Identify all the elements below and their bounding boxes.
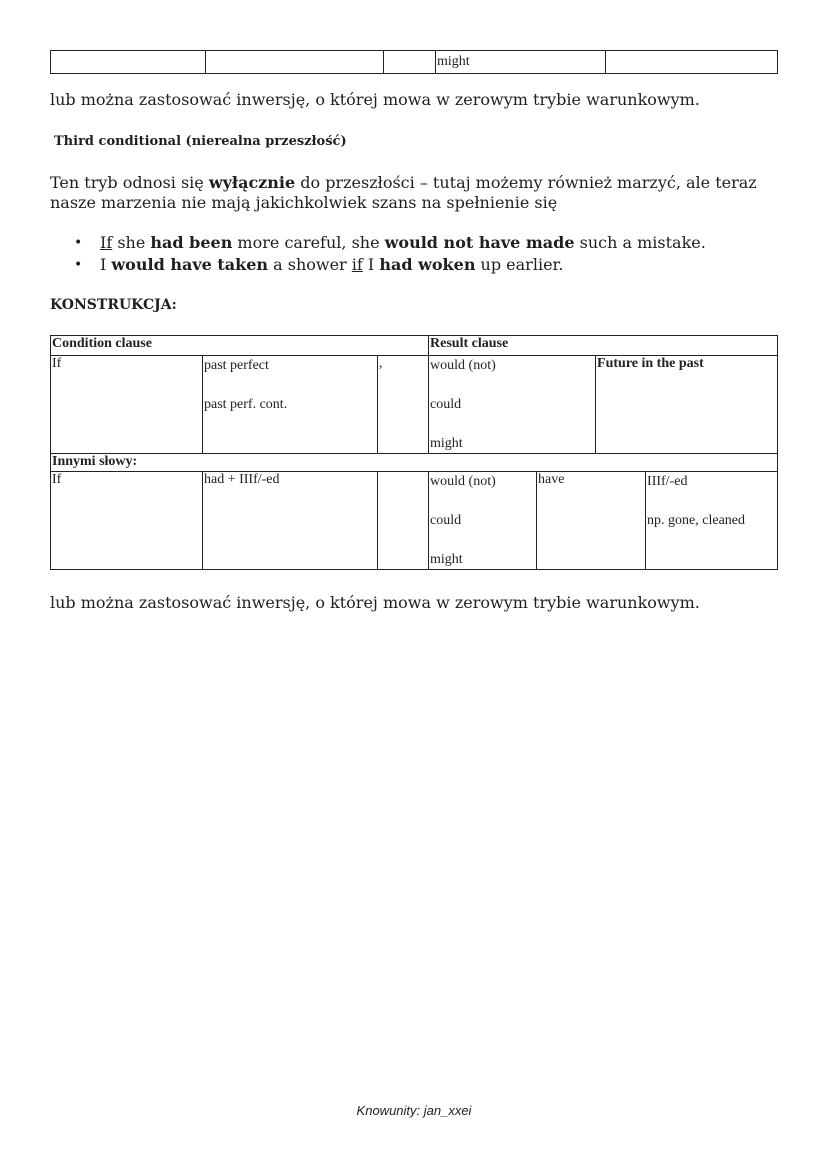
other-words-label: Innymi słowy:	[51, 454, 778, 472]
list-item	[50, 254, 706, 276]
empty-cell	[378, 472, 429, 570]
description	[50, 173, 757, 213]
table-row	[51, 472, 778, 570]
modal-form: would (not)	[430, 474, 496, 489]
construction-table	[50, 335, 778, 570]
description-text: do przeszłości – tutaj możemy również marzyć, ale teraz	[295, 173, 757, 192]
modals-cell	[429, 356, 596, 454]
comma-cell: ,	[378, 356, 429, 454]
if-cell: If	[51, 472, 203, 570]
table-row	[51, 454, 778, 472]
tense-form: past perfect	[204, 358, 269, 373]
example-text: she	[112, 233, 151, 252]
example-verb: would have taken	[111, 255, 269, 274]
tense-form: past perf. cont.	[204, 397, 288, 412]
table-cell	[606, 51, 778, 74]
example-verb: had been	[150, 233, 233, 252]
example-text: I	[100, 255, 112, 274]
example-text: up earlier.	[475, 255, 564, 274]
example-text: more careful, she	[232, 233, 385, 252]
modal-form: could	[430, 513, 462, 528]
had-form-cell: had + IIIf/-ed	[203, 472, 378, 570]
modals-cell	[429, 472, 537, 570]
have-cell: have	[537, 472, 646, 570]
list-item	[50, 232, 706, 254]
example-text: such a mistake.	[574, 233, 706, 252]
section-title: Third conditional (nierealna przeszłość)	[54, 134, 347, 149]
participle-cell	[646, 472, 778, 570]
example-verb: would not have made	[384, 233, 575, 252]
if-cell: If	[51, 356, 203, 454]
top-table-fragment	[50, 50, 778, 74]
keyword-if: if	[351, 255, 363, 274]
table-row	[51, 51, 778, 74]
example-list	[50, 232, 706, 276]
example-text: I	[362, 255, 380, 274]
description-emphasis: wyłącznie	[208, 173, 296, 192]
inversion-note: lub można zastosować inwersję, o której mowa w zerowym trybie warunkowym.	[50, 90, 700, 109]
inversion-note: lub można zastosować inwersję, o której mowa w zerowym trybie warunkowym.	[50, 593, 700, 612]
participle-form: IIIf/-ed	[647, 474, 688, 489]
example-verb: had woken	[379, 255, 476, 274]
participle-example: np. gone, cleaned	[647, 513, 745, 528]
table-cell: might	[436, 51, 606, 74]
future-in-past-cell: Future in the past	[596, 356, 778, 454]
table-cell	[51, 51, 206, 74]
footer-credit: Knowunity: jan_xxei	[356, 1103, 472, 1118]
construction-label: KONSTRUKCJA:	[50, 297, 177, 313]
table-cell	[384, 51, 436, 74]
modal-form: could	[430, 397, 462, 412]
tense-forms-cell	[203, 356, 378, 454]
example-text: a shower	[268, 255, 352, 274]
modal-form: would (not)	[430, 358, 496, 373]
keyword-if: If	[100, 233, 113, 252]
condition-header: Condition clause	[51, 336, 429, 356]
description-text: nasze marzenia nie mają jakichkolwiek szans na spełnienie się	[50, 193, 558, 212]
table-row	[51, 336, 778, 356]
result-header: Result clause	[429, 336, 778, 356]
modal-form: might	[430, 552, 463, 567]
modal-form: might	[430, 436, 463, 451]
table-cell	[206, 51, 384, 74]
table-row	[51, 356, 778, 454]
description-text: Ten tryb odnosi się	[50, 173, 209, 192]
